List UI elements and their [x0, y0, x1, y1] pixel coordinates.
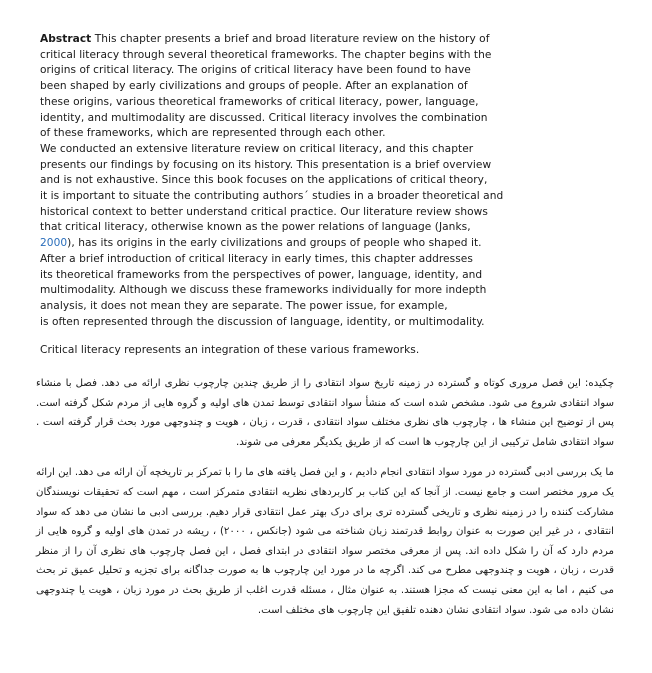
abstract-line: critical literacy through several theoretical frameworks. The chapter begins with the: [40, 48, 492, 61]
abstract-line: Abstract This chapter presents a brief and broad literature review on the history of: [40, 33, 490, 45]
body-line: multimodality. Although we discuss these frameworks individually for more indepth: [40, 284, 487, 297]
body-line: is often represented through the discussion of language, identity, or multimodality.: [40, 315, 485, 328]
abstract-line: origins of critical literacy. The origins of critical literacy have been found to have: [40, 64, 471, 77]
body-line: its theoretical frameworks from the perspectives of power, language, identity, and: [40, 268, 483, 281]
body-line: and is not exhaustive. Since this book focuses on the applications of critical theory,: [40, 174, 488, 187]
persian-paragraph-1: چکیده: این فصل مروری کوتاه و گسترده در زمینه تاریخ سواد انتقادی را از طریق چندین چارچوب نظری ارائه می دهد. فصل با منشاء سواد انتقادی شروع می شود. مشخص شده است که منشأ سواد انتقادی توسط تمدن های اولیه و گروه هایی از مردم شکل گرفته است. پس از توضیح این منشاء ها ، چارچوب های نظری مختلف سواد انتقادی ، قدرت ، زبان ، هویت و چندوجهی مورد بحث قرار گرفته است . سواد انتقادی شامل ترکیبی از این چارچوب ها است که از طریق یکدیگر معرفی می شوند.: [36, 378, 614, 448]
citation-link[interactable]: 2000: [40, 237, 68, 250]
abstract-line: identity, and multimodality are discussed. Critical literacy involves the combination: [40, 111, 488, 124]
persian-translation: [36, 374, 614, 620]
body-line: that critical literacy, otherwise known as the power relations of language (Janks,: [40, 221, 471, 234]
persian-paragraph-2: ما یک بررسی ادبی گسترده در مورد سواد انتقادی انجام دادیم ، و این فصل یافته های ما را با تمرکز بر تاریخچه آن ارائه می دهد. این ارائه یک مرور مختصر است و جامع نیست. از آنجا که این کتاب بر کاربردهای نظریه انتقادی متمرکز است ، مهم است که تحقیقات نویسندگان مشارکت کننده را در زمینه نظری و تاریخی گسترده تری برای درک بهتر عمل انتقادی قرار دهیم. بررسی ادبی ما نشان می دهد که سواد انتقادی ، در غیر این صورت به عنوان روابط قدرتمند زبان شناخته می شود (جانکس ، ۲۰۰۰) ، ریشه در تمدن های اولیه و گروه هایی از مردم دارد که آن را شکل داده اند. پس از معرفی مختصر سواد انتقادی در ابتدای فصل ، این فصل چارچوب های نظری آن را از منظر قدرت ، زبان ، هویت و چندوجهی مطرح می کند. اگرچه ما در مورد این چارچوب ها به صورت جداگانه برای تجزیه و تحلیل عمیق تر بحث می کنیم ، اما به این معنی نیست که مجزا هستند. به عنوان مثال ، مسئله قدرت اغلب از طریق بحث در مورد زبان ، هویت یا چندوجهی نشان داده می شود. سواد انتقادی نشان دهنده تلفیق این چارچوب های مختلف است.: [36, 467, 614, 616]
body-line: After a brief introduction of critical literacy in early times, this chapter addresses: [40, 252, 473, 265]
english-abstract: [40, 32, 580, 359]
body-line: 2000), has its origins in the early civilizations and groups of people who shaped it.: [40, 237, 482, 250]
body-line: presents our findings by focusing on its history. This presentation is a brief overview: [40, 158, 492, 171]
abstract-line: these origins, various theoretical frameworks of critical literacy, power, language,: [40, 95, 479, 108]
abstract-line: of these frameworks, which are represented through each other.: [40, 127, 386, 140]
body-line: We conducted an extensive literature review on critical literacy, and this chapter: [40, 142, 474, 155]
body-line: it is important to situate the contributing authors´ studies in a broader theoretical and: [40, 190, 504, 203]
paragraph-gap: [40, 330, 580, 343]
abstract-label: Abstract: [40, 33, 92, 45]
final-line: Critical literacy represents an integration of these various frameworks.: [40, 344, 420, 357]
abstract-line: been shaped by early civilizations and groups of people. After an explanation of: [40, 80, 468, 93]
body-line: historical context to better understand critical practice. Our literature review shows: [40, 205, 488, 218]
body-line: analysis, it does not mean they are separate. The power issue, for example,: [40, 299, 448, 312]
